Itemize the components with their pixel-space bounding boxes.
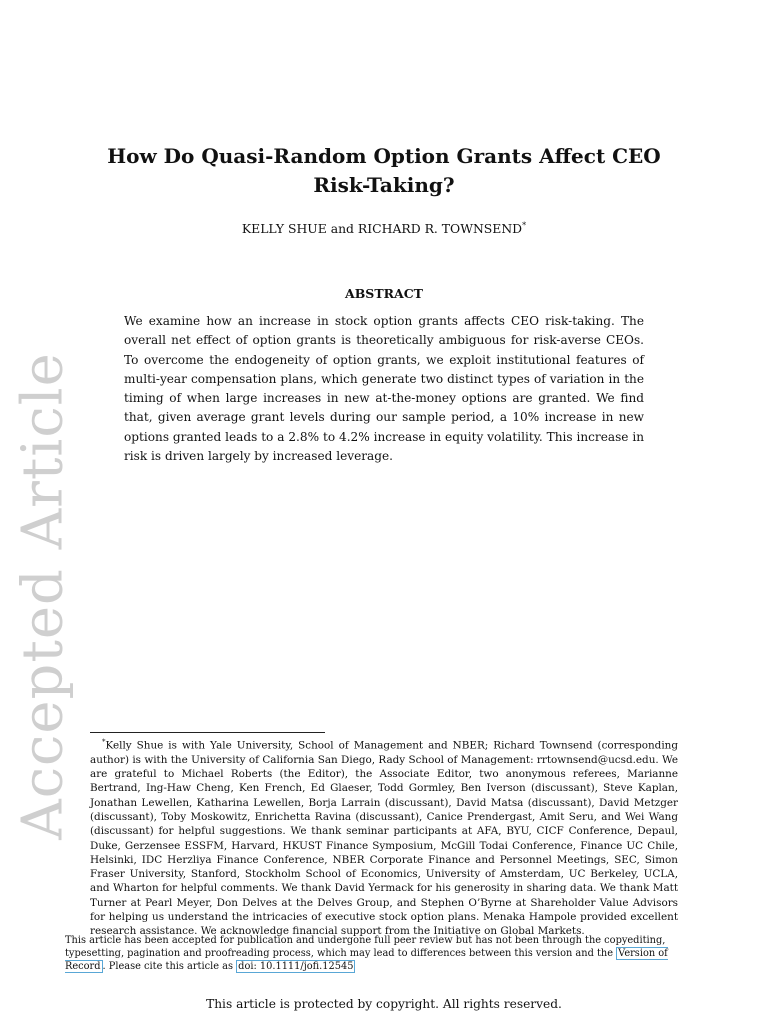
footnote-mark: * <box>102 738 106 746</box>
title-line-1: How Do Quasi-Random Option Grants Affect CEO <box>107 144 661 168</box>
footnote-text: Kelly Shue is with Yale University, School of Management and NBER; Richard Townsend (corresponding author) is with the University of California San Diego, Rady School of Management: rrtownsend@ucsd.edu. We are grateful to Michael Roberts (the Editor), the Associate Editor, two anonymous referees, Marianne Bertrand, Ing-Haw Cheng, Ken French, Ed Glaeser, Todd Gormley, Ben Iverson (discussant), Steve Kaplan, Jonathan Lewellen, Katharina Lewellen, Borja Larrain (discussant), David Matsa (discussant), David Metzger (discussant), Toby Moskowitz, Enrichetta Ravina (discussant), Canice Prendergast, Amit Seru, and Wei Wang (discussant) for helpful suggestions. We thank seminar participants at AFA, BYU, CICF Conference, Depaul, Duke, Gerzensee ESSFM, Harvard, HKUST Finance Symposium, McGill Todai Conference, Finance UC Chile, Helsinki, IDC Herzliya Finance Conference, NBER Corporate Finance and Personnel Meetings, SEC, Simon Fraser University, Stanford, Stockholm School of Economics, University of Amsterdam, UC Berkeley, UCLA, and Wharton for helpful comments. We thank David Yermack for his generosity in sharing data. We thank Matt Turner at Pearl Meyer, Don Delves at the Delves Group, and Stephen O’Byrne at Shareholder Value Advisors for helping us understand the intricacies of executive stock option plans. Menaka Hampole provided excellent research assistance. We acknowledge financial support from the Initiative on Global Markets. <box>90 739 678 938</box>
author-footnote-mark: * <box>522 221 527 230</box>
abstract-text: We examine how an increase in stock option grants affects CEO risk-taking. The overall net effect of option grants is theoretically ambiguous for risk-averse CEOs. To overcome the endogeneity of option grants, we exploit institutional features of multi-year compensation plans, which generate two distinct types of variation in the timing of when large increases in new at-the-money options are granted. We find that, given average grant levels during our sample period, a 10% increase in new options granted leads to a 2.8% to 4.2% increase in equity volatility. This increase in risk is driven largely by increased leverage. <box>124 314 644 464</box>
footnote-rule <box>90 732 325 733</box>
version-of-record-link[interactable]: Version of Record <box>65 948 668 973</box>
author-footnote <box>90 735 678 939</box>
notice-text: This article has been accepted for publication and undergone full peer review but has not been through the copyediting, typesetting, pagination and proofreading process, which may lead to differences between this version and the <box>65 935 666 960</box>
abstract-heading: ABSTRACT <box>345 286 423 301</box>
author-line <box>90 218 678 237</box>
copyright-notice: This article is protected by copyright. All rights reserved. <box>206 997 562 1011</box>
paper-title <box>90 142 678 200</box>
notice-cite-text: . Please cite this article as <box>102 961 234 973</box>
authors-text: KELLY SHUE and RICHARD R. TOWNSEND <box>241 221 523 237</box>
accepted-article-watermark: Accepted Article <box>10 352 76 840</box>
doi-link[interactable]: doi: 10.1111/jofi.12545 <box>238 961 354 973</box>
title-line-2: Risk-Taking? <box>313 173 455 197</box>
acceptance-notice <box>65 934 705 974</box>
